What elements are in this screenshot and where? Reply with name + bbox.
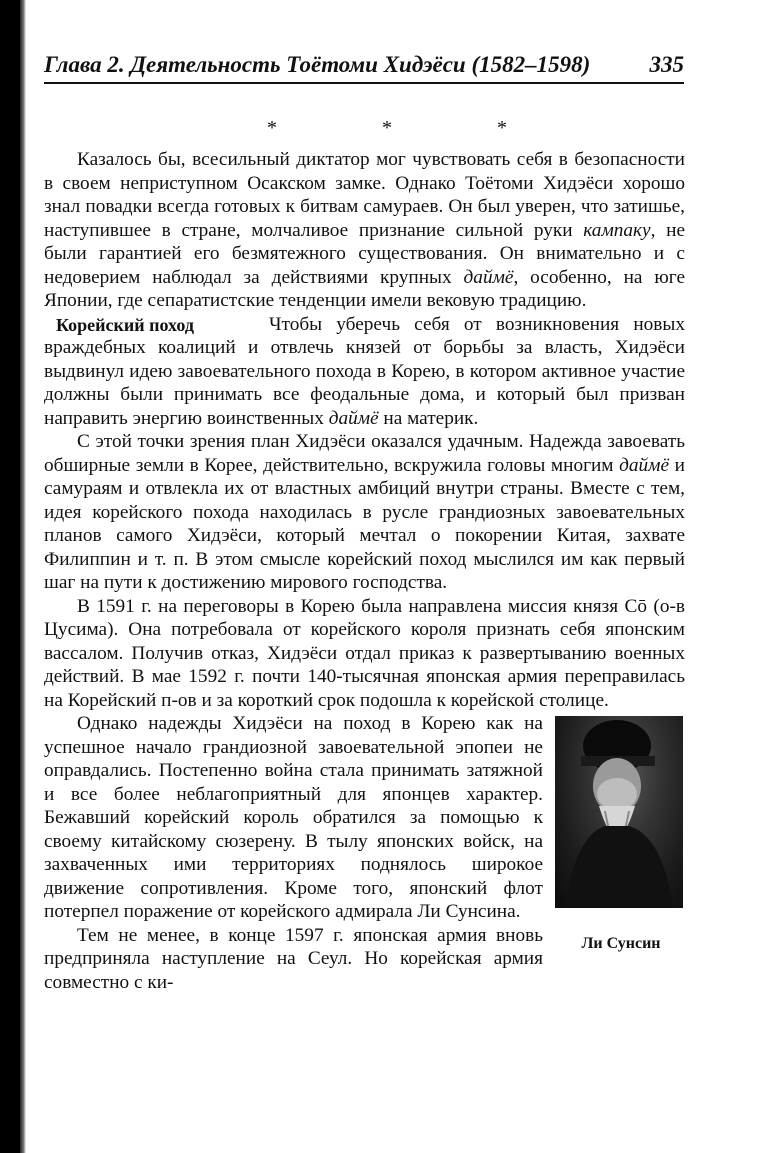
section-separator: * * * (267, 117, 557, 139)
portrait-caption: Ли Сунсин (581, 935, 661, 952)
term-kampaku: кампаку (583, 219, 651, 241)
scan-shadow-edge (0, 0, 20, 1153)
term-daimyo: даймё (619, 454, 670, 476)
body-text (44, 148, 685, 994)
chapter-title: Глава 2. Деятельность Тоётоми Хидэёси (1582–1598) (44, 52, 591, 77)
side-heading: Корейский поход (56, 314, 194, 335)
portrait-photo (555, 716, 683, 908)
running-header (44, 52, 684, 84)
paragraph-5: Однако надежды Хидэёси на поход в Корею как на успешное начало грандиозной завоевательной эпопеи не оправдались. Постепенно война стала принимать затяжной и все более неблагоприятный для японцев характер. Бежавший корейский король обратился за помощью к своему китайскому сюзерену. В тылу японских войск, на захваченных ими территориях поднялось широкое движение сопротивления. Кроме того, японский флот потерпел поражение от корейского адмирала Ли Сунсина. (44, 713, 543, 922)
paragraph-2: Чтобы уберечь себя от возникновения новых враждебных коалиций и отвлечь князей от борьбы за власть, Хидэёси выдвинул идею завоевательного похода в Корею, в котором активное участие должны были принимать все феодальные дома, и который был призван направить энергию воинственных даймё на материк. (44, 313, 685, 429)
scan-shadow-gradient (20, 0, 26, 1153)
portrait-illustration (555, 716, 683, 908)
term-daimyo: даймё (463, 266, 514, 288)
paragraph-4: В 1591 г. на переговоры в Корею была направлена миссия князя Сō (о-в Цусима). Она потребовала от корейского короля признать себя японским вассалом. Получив отказ, Хидэёси отдал приказ к развертыванию военных действий. В мае 1592 г. почти 140-тысячная японская армия переправилась на Корейский п-ов и за короткий срок подошла к корейской столице. (44, 595, 685, 711)
paragraph-3: С этой точки зрения план Хидэёси оказался удачным. Надежда завоевать обширные земли в Корее, действительно, вскружила головы многим даймё и самураям и отвлекла их от властных амбиций внутри страны. Вместе с тем, идея корейского похода находилась в русле грандиозных завоевательных планов самого Хидэёси, который мечтал о покорении Китая, захвате Филиппин и т. п. В этом смысле корейский поход мыслился им как первый шаг на пути к достижению мирового господства. (44, 431, 685, 593)
page-number: 335 (649, 52, 684, 77)
paragraph-6: Тем не менее, в конце 1597 г. японская армия вновь предприняла наступление на Сеул. Но корейская армия совместно с ки- (44, 924, 543, 993)
term-daimyo: даймё (328, 407, 379, 429)
portrait-figure (551, 716, 691, 956)
paragraph-1: Казалось бы, всесильный диктатор мог чувствовать себя в безопасности в своем неприступном Осакском замке. Однако Тоётоми Хидэёси хорошо знал повадки всегда готовых к битвам самураев. Он был уверен, что затишье, наступившее в стране, молчаливое признание сильной руки кампаку, не были гарантией его безмятежного существования. Он внимательно и с недоверием наблюдал за действиями крупных даймё, особенно, на юге Японии, где сепаратистские тенденции имели вековую традицию. (44, 149, 685, 311)
